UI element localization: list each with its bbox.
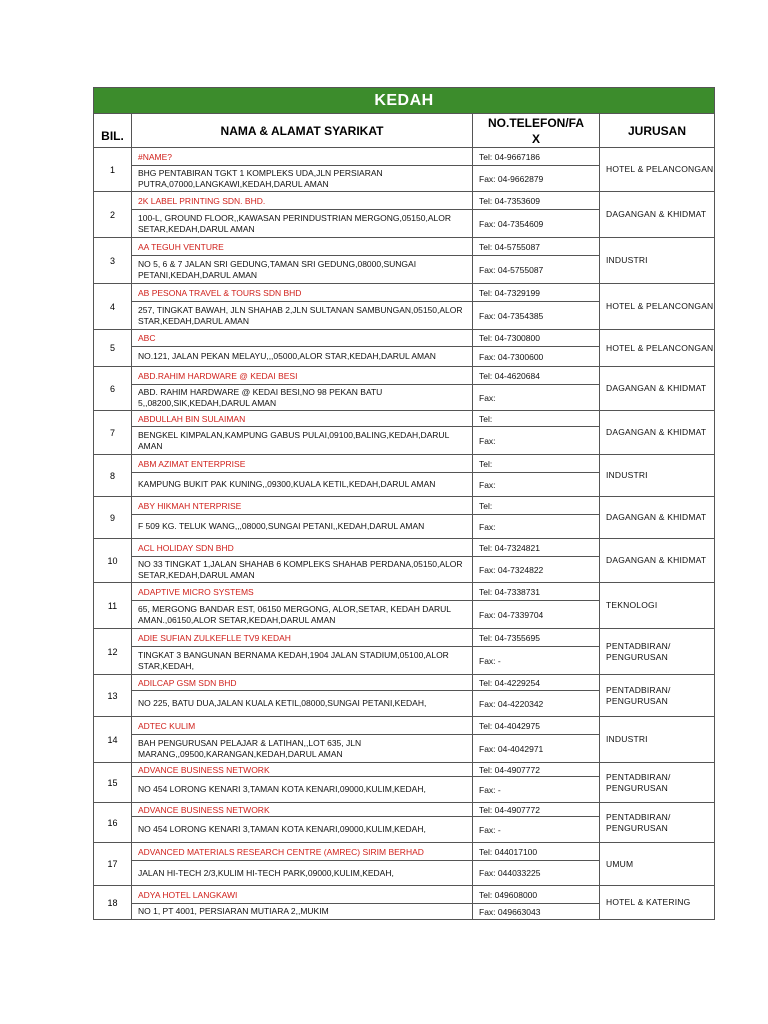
company-address: KAMPUNG BUKIT PAK KUNING,,09300,KUALA KETIL,KEDAH,DARUL AMAN <box>132 473 473 497</box>
table-row <box>94 367 715 385</box>
fax: Fax: - <box>473 777 600 803</box>
jurusan: HOTEL & PELANCONGAN <box>600 148 715 192</box>
telephone: Tel: 04-5755087 <box>473 238 600 256</box>
table-row <box>94 148 715 166</box>
company-name: ABDULLAH BIN SULAIMAN <box>132 411 473 427</box>
telephone: Tel: <box>473 497 600 515</box>
table-row <box>94 886 715 904</box>
company-address: 65, MERGONG BANDAR EST, 06150 MERGONG, ALOR,SETAR, KEDAH DARUL AMAN.,06150,ALOR SETAR,KEDAH,DARUL AMAN <box>132 601 473 629</box>
telephone: Tel: 04-7329199 <box>473 284 600 302</box>
fax: Fax: 04-7339704 <box>473 601 600 629</box>
header-telefon: NO.TELEFON/FA X <box>473 114 600 148</box>
telephone: Tel: 04-4907772 <box>473 763 600 777</box>
jurusan: UMUM <box>600 843 715 886</box>
row-number: 14 <box>94 717 132 763</box>
fax: Fax: 04-5755087 <box>473 256 600 284</box>
telephone: Tel: <box>473 455 600 473</box>
row-number: 4 <box>94 284 132 330</box>
jurusan: TEKNOLOGI <box>600 583 715 629</box>
company-address: NO 1, PT 4001, PERSIARAN MUTIARA 2,,MUKIM <box>132 904 473 920</box>
row-number: 6 <box>94 367 132 411</box>
row-number: 17 <box>94 843 132 886</box>
header-jurusan: JURUSAN <box>600 114 715 148</box>
row-number: 5 <box>94 330 132 367</box>
company-name: ADVANCE BUSINESS NETWORK <box>132 803 473 817</box>
jurusan: INDUSTRI <box>600 455 715 497</box>
company-address: 100-L, GROUND FLOOR,,KAWASAN PERINDUSTRIAN MERGONG,05150,ALOR SETAR,KEDAH,DARUL AMAN <box>132 210 473 238</box>
row-number: 9 <box>94 497 132 539</box>
table-row <box>94 411 715 427</box>
telephone: Tel: 04-7300800 <box>473 330 600 347</box>
fax: Fax: <box>473 473 600 497</box>
jurusan: HOTEL & PELANCONGAN <box>600 330 715 367</box>
company-address: BHG PENTABIRAN TGKT 1 KOMPLEKS UDA,JLN PERSIARAN PUTRA,07000,LANGKAWI,KEDAH,DARUL AMAN <box>132 166 473 192</box>
telephone: Tel: 049608000 <box>473 886 600 904</box>
row-number: 7 <box>94 411 132 455</box>
jurusan: INDUSTRI <box>600 238 715 284</box>
row-number: 12 <box>94 629 132 675</box>
company-address: BAH PENGURUSAN PELAJAR & LATIHAN,,LOT 635, JLN MARANG,,09500,KARANGAN,KEDAH,DARUL AMAN <box>132 735 473 763</box>
company-address: BENGKEL KIMPALAN,KAMPUNG GABUS PULAI,09100,BALING,KEDAH,DARUL AMAN <box>132 427 473 455</box>
row-number: 16 <box>94 803 132 843</box>
company-address: JALAN HI-TECH 2/3,KULIM HI-TECH PARK,09000,KULIM,KEDAH, <box>132 861 473 886</box>
row-number: 10 <box>94 539 132 583</box>
row-number: 13 <box>94 675 132 717</box>
jurusan: HOTEL & KATERING <box>600 886 715 920</box>
fax: Fax: 044033225 <box>473 861 600 886</box>
jurusan: PENTADBIRAN/ PENGURUSAN <box>600 629 715 675</box>
row-number: 2 <box>94 192 132 238</box>
row-number: 15 <box>94 763 132 803</box>
row-number: 11 <box>94 583 132 629</box>
telephone: Tel: 04-9667186 <box>473 148 600 166</box>
table-row <box>94 717 715 735</box>
company-name: AA TEGUH VENTURE <box>132 238 473 256</box>
company-name: ABY HIKMAH NTERPRISE <box>132 497 473 515</box>
fax: Fax: 04-7354385 <box>473 302 600 330</box>
company-address: NO.121, JALAN PEKAN MELAYU,,,05000,ALOR STAR,KEDAH,DARUL AMAN <box>132 347 473 367</box>
telephone: Tel: <box>473 411 600 427</box>
table-row <box>94 330 715 347</box>
jurusan: DAGANGAN & KHIDMAT <box>600 411 715 455</box>
company-name: ADYA HOTEL LANGKAWI <box>132 886 473 904</box>
company-name: ABM AZIMAT ENTERPRISE <box>132 455 473 473</box>
fax: Fax: 04-4220342 <box>473 691 600 717</box>
fax: Fax: 04-7324822 <box>473 557 600 583</box>
company-address: NO 225, BATU DUA,JALAN KUALA KETIL,08000,SUNGAI PETANI,KEDAH, <box>132 691 473 717</box>
jurusan: PENTADBIRAN/ PENGURUSAN <box>600 675 715 717</box>
telephone: Tel: 04-7355695 <box>473 629 600 647</box>
row-number: 8 <box>94 455 132 497</box>
jurusan: DAGANGAN & KHIDMAT <box>600 192 715 238</box>
telephone: Tel: 04-4620684 <box>473 367 600 385</box>
jurusan: DAGANGAN & KHIDMAT <box>600 367 715 411</box>
jurusan: HOTEL & PELANCONGAN <box>600 284 715 330</box>
table-row <box>94 803 715 817</box>
company-address: NO 33 TINGKAT 1,JALAN SHAHAB 6 KOMPLEKS SHAHAB PERDANA,05150,ALOR SETAR,KEDAH,DARUL AMAN <box>132 557 473 583</box>
fax: Fax: <box>473 427 600 455</box>
table-row <box>94 284 715 302</box>
jurusan: DAGANGAN & KHIDMAT <box>600 539 715 583</box>
fax: Fax: 04-7354609 <box>473 210 600 238</box>
header-bil: BIL. <box>94 114 132 148</box>
fax: Fax: 049663043 <box>473 904 600 920</box>
company-address: ABD. RAHIM HARDWARE @ KEDAI BESI,NO 98 PEKAN BATU 5,,08200,SIK,KEDAH,DARUL AMAN <box>132 385 473 411</box>
company-address: 257, TINGKAT BAWAH, JLN SHAHAB 2,JLN SULTANAN SAMBUNGAN,05150,ALOR STAR,KEDAH,DARUL AMAN <box>132 302 473 330</box>
company-name: ADVANCE BUSINESS NETWORK <box>132 763 473 777</box>
telephone: Tel: 04-4907772 <box>473 803 600 817</box>
company-name: ADTEC KULIM <box>132 717 473 735</box>
company-address: NO 5, 6 & 7 JALAN SRI GEDUNG,TAMAN SRI GEDUNG,08000,SUNGAI PETANI,KEDAH,DARUL AMAN <box>132 256 473 284</box>
table-row <box>94 192 715 210</box>
fax: Fax: <box>473 515 600 539</box>
company-name: ADAPTIVE MICRO SYSTEMS <box>132 583 473 601</box>
fax: Fax: - <box>473 647 600 675</box>
table-row <box>94 843 715 861</box>
row-number: 3 <box>94 238 132 284</box>
fax: Fax: 04-4042971 <box>473 735 600 763</box>
company-address: NO 454 LORONG KENARI 3,TAMAN KOTA KENARI,09000,KULIM,KEDAH, <box>132 777 473 803</box>
company-name: AB PESONA TRAVEL & TOURS SDN BHD <box>132 284 473 302</box>
company-name: ABC <box>132 330 473 347</box>
company-name: ABD.RAHIM HARDWARE @ KEDAI BESI <box>132 367 473 385</box>
company-address: TINGKAT 3 BANGUNAN BERNAMA KEDAH,1904 JALAN STADIUM,05100,ALOR STAR,KEDAH, <box>132 647 473 675</box>
telephone: Tel: 04-7324821 <box>473 539 600 557</box>
company-name: ADIE SUFIAN ZULKEFLLE TV9 KEDAH <box>132 629 473 647</box>
company-address: F 509 KG. TELUK WANG,,,08000,SUNGAI PETANI,,KEDAH,DARUL AMAN <box>132 515 473 539</box>
company-name: ACL HOLIDAY SDN BHD <box>132 539 473 557</box>
table-row <box>94 497 715 515</box>
telephone: Tel: 04-4229254 <box>473 675 600 691</box>
company-name: ADILCAP GSM SDN BHD <box>132 675 473 691</box>
table-row <box>94 629 715 647</box>
fax: Fax: <box>473 385 600 411</box>
table-row <box>94 238 715 256</box>
company-address: NO 454 LORONG KENARI 3,TAMAN KOTA KENARI,09000,KULIM,KEDAH, <box>132 817 473 843</box>
jurusan: INDUSTRI <box>600 717 715 763</box>
row-number: 18 <box>94 886 132 920</box>
company-name: #NAME? <box>132 148 473 166</box>
fax: Fax: 04-7300600 <box>473 347 600 367</box>
header-nama: NAMA & ALAMAT SYARIKAT <box>132 114 473 148</box>
company-name: 2K LABEL PRINTING SDN. BHD. <box>132 192 473 210</box>
telephone: Tel: 04-4042975 <box>473 717 600 735</box>
jurusan: PENTADBIRAN/ PENGURUSAN <box>600 803 715 843</box>
company-name: ADVANCED MATERIALS RESEARCH CENTRE (AMREC) SIRIM BERHAD <box>132 843 473 861</box>
fax: Fax: - <box>473 817 600 843</box>
table-row <box>94 763 715 777</box>
table-row <box>94 675 715 691</box>
jurusan: DAGANGAN & KHIDMAT <box>600 497 715 539</box>
jurusan: PENTADBIRAN/ PENGURUSAN <box>600 763 715 803</box>
telephone: Tel: 04-7353609 <box>473 192 600 210</box>
table-row <box>94 583 715 601</box>
telephone: Tel: 04-7338731 <box>473 583 600 601</box>
company-directory-table <box>93 87 715 920</box>
telephone: Tel: 044017100 <box>473 843 600 861</box>
company-rows <box>94 148 715 920</box>
table-row <box>94 455 715 473</box>
row-number: 1 <box>94 148 132 192</box>
fax: Fax: 04-9662879 <box>473 166 600 192</box>
region-title: KEDAH <box>94 88 715 114</box>
table-row <box>94 539 715 557</box>
